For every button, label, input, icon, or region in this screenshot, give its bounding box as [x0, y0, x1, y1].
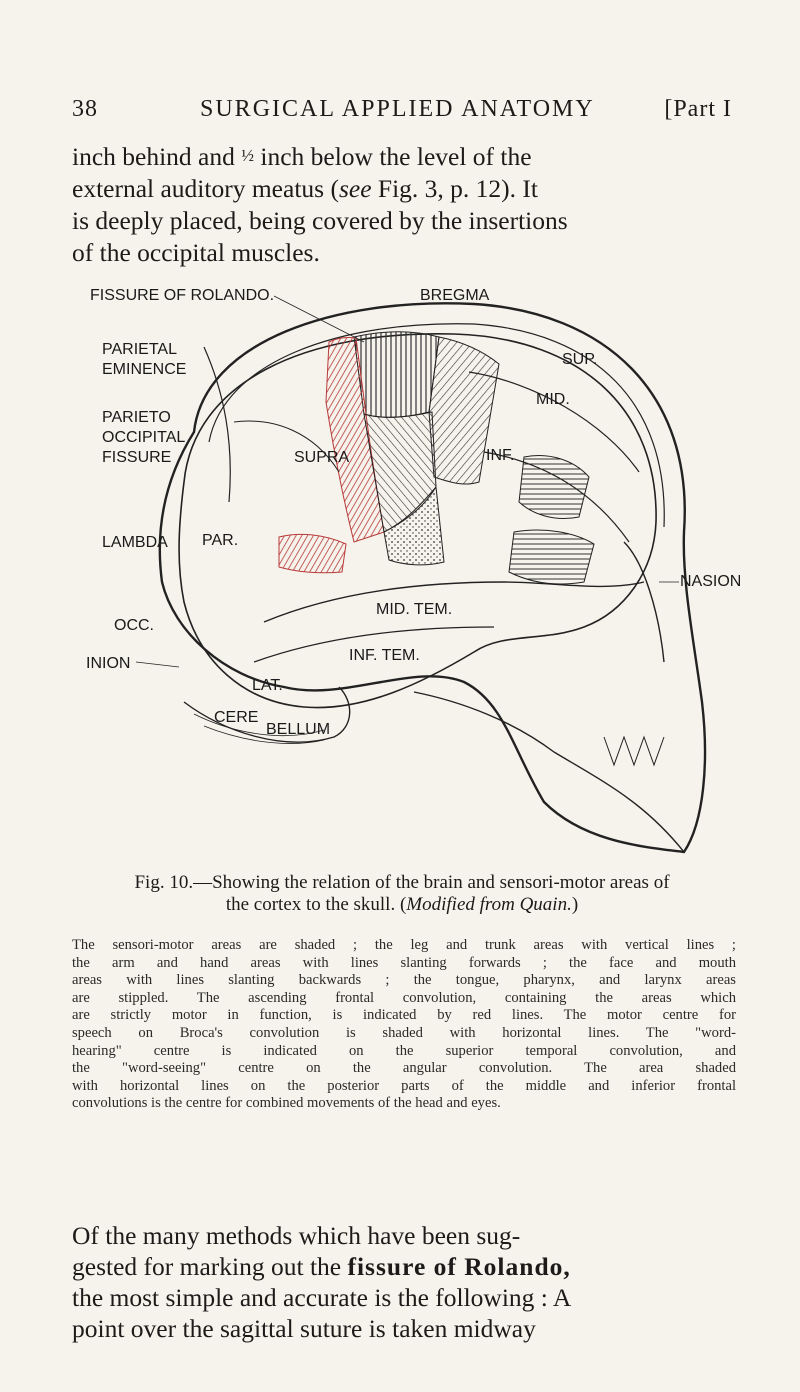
note-line: hearing" centre is indicated on the superior temporal convolution, and — [72, 1042, 736, 1059]
label-par: PAR. — [202, 532, 239, 549]
label-cere: CERE — [214, 709, 259, 726]
label-mid: MID. — [536, 391, 570, 408]
sylvian-fissure — [264, 582, 644, 622]
speech-area — [279, 534, 346, 572]
label-mid-tem: MID. TEM. — [376, 601, 453, 618]
para2-line3: the most simple and accurate is the following : A — [72, 1283, 572, 1312]
label-occ: OCC. — [114, 617, 154, 634]
running-header — [72, 96, 732, 130]
head-eyes-area — [519, 456, 589, 519]
page-number: 38 — [72, 96, 98, 122]
teeth — [604, 737, 664, 765]
label-inf: INF. — [486, 447, 515, 464]
brain-skull-figure — [84, 282, 742, 857]
label-sup: SUP. — [562, 351, 598, 368]
para1-line3: is deeply placed, being covered by the insertions — [72, 206, 568, 235]
label-supra: SUPRA — [294, 449, 350, 466]
note-line: convolutions is the centre for combined movements of the head and eyes. — [72, 1095, 501, 1112]
orbit — [624, 542, 664, 662]
para1-line2: external auditory meatus (see Fig. 3, p. 12). It — [72, 174, 538, 203]
label-parietal-2: EMINENCE — [102, 361, 187, 378]
leg-trunk-area — [354, 332, 439, 418]
note-line: The sensori-motor areas are shaded ; the leg and trunk areas with vertical lines ; — [72, 937, 736, 953]
label-fissure-rolando: FISSURE OF ROLANDO. — [90, 287, 275, 304]
label-lat: LAT. — [252, 677, 283, 694]
para1-line1: inch behind and ½ inch below the level of the — [72, 142, 532, 171]
caption-line1: Fig. 10.—Showing the relation of the brain and sensori-motor areas of — [134, 872, 670, 893]
figure-caption — [72, 872, 732, 916]
note-line: speech on Broca's convolution is shaded with horizontal lines. The "word- — [72, 1024, 736, 1041]
note-line: are strictly motor in function, is indicated by red lines. The motor centre for — [72, 1007, 736, 1024]
note-line: are stippled. The ascending frontal convolution, containing the areas which — [72, 989, 736, 1006]
figure-note — [72, 937, 736, 1113]
note-line: the arm and hand areas with lines slanting forwards ; the face and mouth — [72, 954, 736, 971]
note-line: areas with lines slanting backwards ; the tongue, pharynx, and larynx areas — [72, 972, 736, 989]
label-lambda: LAMBDA — [102, 534, 168, 551]
opening-paragraph — [72, 140, 732, 269]
running-title: SURGICAL APPLIED ANATOMY — [200, 96, 595, 122]
note-line: the "word-seeing" centre on the angular convolution. The area shaded — [72, 1060, 736, 1077]
caption-line2: the cortex to the skull. (Modified from Quain.) — [225, 894, 579, 915]
label-po-2: OCCIPITAL — [102, 429, 186, 446]
half-fraction: ½ — [241, 146, 254, 165]
label-parietal-1: PARIETAL — [102, 341, 177, 358]
brain-skull-illustration — [84, 282, 742, 857]
para2-line2: gested for marking out the fissure of Rolando, — [72, 1252, 571, 1281]
label-bellum: BELLUM — [266, 721, 331, 738]
para1-line4: of the occipital muscles. — [72, 238, 320, 267]
label-nasion: NASION — [680, 573, 742, 590]
fissure-rolando-term: fissure of Rolando, — [347, 1252, 571, 1281]
para2-line1: Of the many methods which have been sug- — [72, 1221, 521, 1250]
note-line: with horizontal lines on the posterior parts of the middle and inferior frontal — [72, 1077, 736, 1094]
label-bregma: BREGMA — [420, 287, 490, 304]
leader-inion — [136, 662, 179, 667]
label-po-3: FISSURE — [102, 449, 172, 466]
rolando-paragraph — [72, 1220, 732, 1344]
brocas-area — [509, 530, 594, 584]
leader-fissure-rolando — [274, 296, 364, 342]
zygoma-maxilla — [414, 692, 684, 852]
para2-line4: point over the sagittal suture is taken midway — [72, 1314, 536, 1343]
label-inion: INION — [86, 655, 131, 672]
label-inf-tem: INF. TEM. — [349, 647, 420, 664]
part-label: [Part I — [664, 96, 732, 122]
label-po-1: PARIETO — [102, 409, 171, 426]
